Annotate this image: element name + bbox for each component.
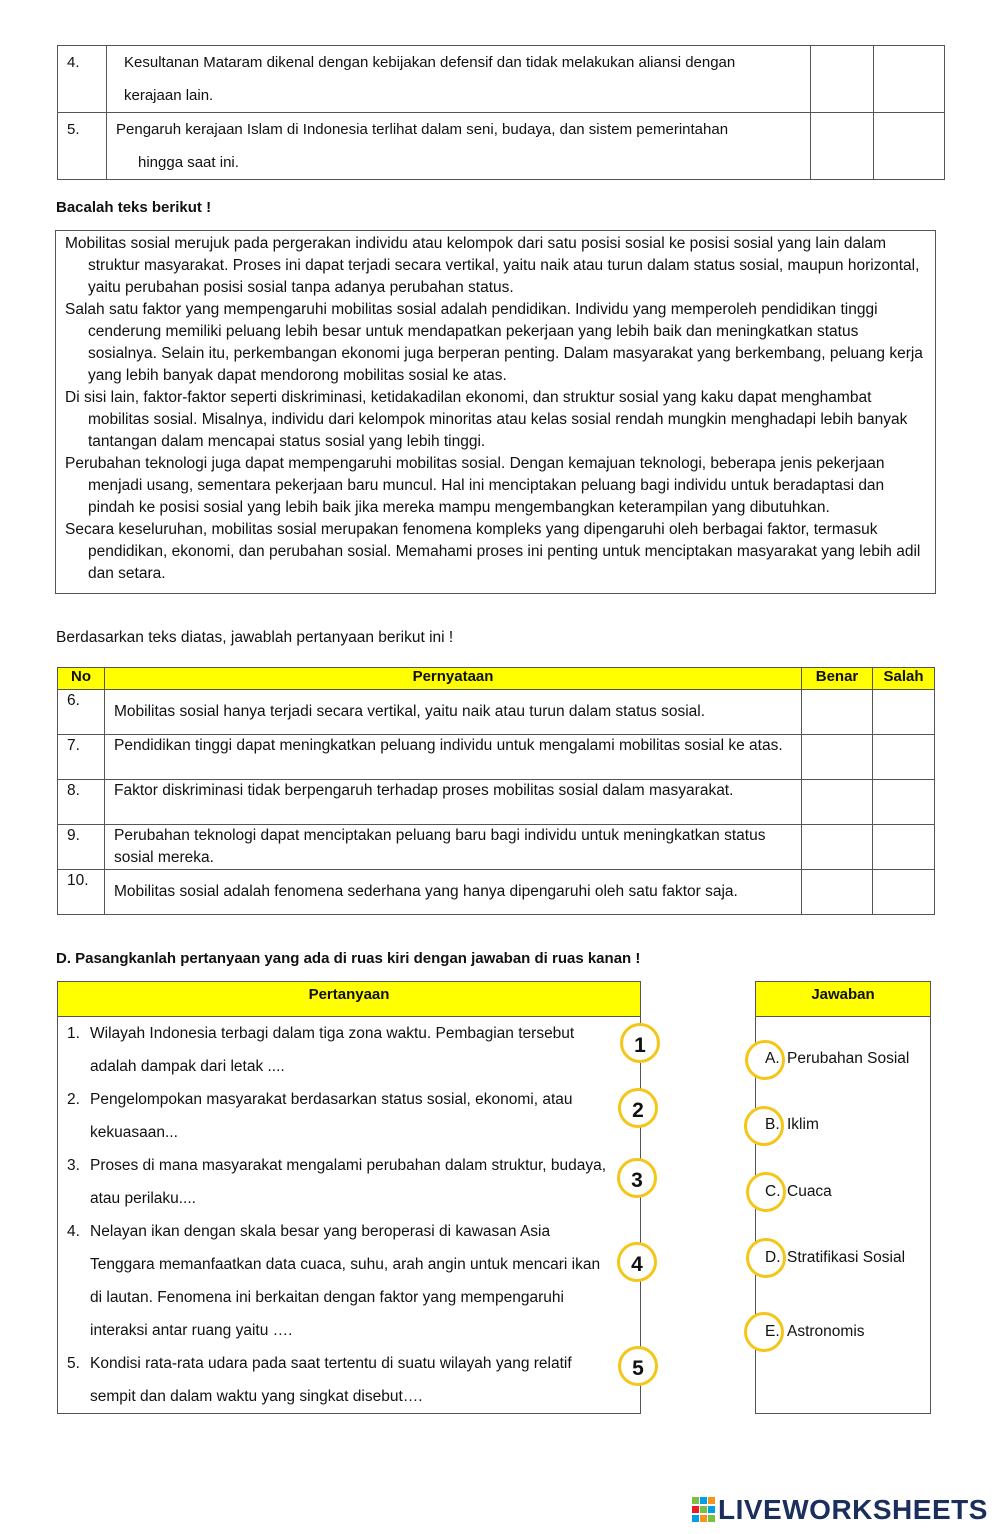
row-number: 6. [58,690,105,735]
row-number: 10. [58,870,105,915]
paragraph: Secara keseluruhan, mobilitas sosial merupakan fenomena kompleks yang dipengaruhi oleh berbagai faktor, termasuk pendidikan, ekonomi, dan perubahan sosial. Memahami proses ini penting untuk menciptakan masyarakat yang lebih adil dan setara. [65,521,921,582]
section-d-title: D. Pasangkanlah pertanyaan yang ada di ruas kiri dengan jawaban di ruas kanan ! [56,950,641,967]
match-point-2[interactable]: 2 [618,1088,658,1128]
true-answer-box[interactable] [802,735,873,780]
table-row [58,113,945,180]
question-item: 3. Proses di mana masyarakat mengalami perubahan dalam struktur, budaya, atau perilaku.... [67,1157,607,1207]
liveworksheets-logo: LIVEWORKSHEETS [718,1494,988,1525]
paragraph: Perubahan teknologi juga dapat mempengaruhi mobilitas sosial. Dengan kemajuan teknologi, beberapa jenis pekerjaan menjadi usang, sementara pekerjaan baru muncul. Hal ini menciptakan peluang bagi individu untuk beradaptasi dan pindah ke posisi sosial yang lebih baik jika mereka mampu mengembangkan keterampilan yang dibutuhkan. [65,455,885,516]
previous-statements-table [57,45,945,180]
question-item: 5. Kondisi rata-rata udara pada saat tertentu di suatu wilayah yang relatif sempit dan dalam waktu yang singkat disebut…. [67,1355,572,1405]
statement-text: Pendidikan tinggi dapat meningkatkan peluang individu untuk mengalami mobilitas sosial ke atas. [105,735,802,780]
false-answer-box[interactable] [873,825,935,870]
table-header [58,668,935,690]
true-answer-box[interactable] [802,690,873,735]
answer-item-b: B. Iklim [765,1116,819,1133]
table-row [58,780,935,825]
statement-text: Kesultanan Mataram dikenal dengan kebijakan defensif dan tidak melakukan aliansi dengan kerajaan lain. [107,46,811,113]
row-number: 4. [58,46,107,113]
questions-list [58,1017,640,1413]
question-item: 1. Wilayah Indonesia terbagi dalam tiga zona waktu. Pembagian tersebut adalah dampak dari letak .... [67,1025,575,1075]
true-answer-box[interactable] [802,825,873,870]
row-number: 8. [58,780,105,825]
paragraph: Mobilitas sosial merujuk pada pergerakan individu atau kelompok dari satu posisi sosial ke posisi sosial yang lain dalam struktur masyarakat. Proses ini dapat terjadi secara vertikal, yaitu naik atau turun dalam status sosial, maupun horizontal, yaitu perubahan posisi sosial tanpa adanya perubahan status. [65,235,920,296]
statement-text: Mobilitas sosial adalah fenomena sederhana yang hanya dipengaruhi oleh satu faktor saja. [105,870,802,915]
question-item: 2. Pengelompokan masyarakat berdasarkan status sosial, ekonomi, atau kekuasaan... [67,1091,573,1141]
true-answer-box[interactable] [802,870,873,915]
false-answer-box[interactable] [873,690,935,735]
false-answer-box[interactable] [874,46,945,113]
false-answer-box[interactable] [873,870,935,915]
answer-item-a: A. Perubahan Sosial [765,1050,910,1067]
question-item: 4. Nelayan ikan dengan skala besar yang beroperasi di kawasan Asia Tenggara memanfaatkan data cuaca, suhu, arah angin untuk mencari ikan di lautan. Fenomena ini berkaitan dengan faktor yang mempengaruhi interaksi antar ruang yaitu …. [67,1223,601,1339]
header-true: Benar [802,668,873,690]
header-statement: Pernyataan [105,668,802,690]
header-false: Salah [873,668,935,690]
statement-text: Pengaruh kerajaan Islam di Indonesia terlihat dalam seni, budaya, dan sistem pemerintahan hingga saat ini. [107,113,811,180]
match-point-3[interactable]: 3 [617,1158,657,1198]
instruction: Berdasarkan teks diatas, jawablah pertanyaan berikut ini ! [56,629,454,646]
row-number: 5. [58,113,107,180]
statement-text: Faktor diskriminasi tidak berpengaruh terhadap proses mobilitas sosial dalam masyarakat. [105,780,802,825]
false-answer-box[interactable] [874,113,945,180]
statement-text: Mobilitas sosial hanya terjadi secara vertikal, yaitu naik atau turun dalam status sosial. [105,690,802,735]
false-answer-box[interactable] [873,780,935,825]
table-row [58,735,935,780]
true-answer-box[interactable] [811,113,874,180]
row-number: 9. [58,825,105,870]
header-no: No [58,668,105,690]
answers-header: Jawaban [756,982,930,1017]
reading-title: Bacalah teks berikut ! [56,199,212,216]
answer-item-e: E. Astronomis [765,1323,865,1340]
answer-item-c: C. Cuaca [765,1183,832,1200]
table-row [58,690,935,735]
match-point-1[interactable]: 1 [620,1023,660,1063]
false-answer-box[interactable] [873,735,935,780]
match-point-5[interactable]: 5 [618,1346,658,1386]
true-answer-box[interactable] [802,780,873,825]
row-number: 7. [58,735,105,780]
liveworksheets-logo-icon [692,1497,716,1523]
statements-table [57,667,935,915]
questions-header: Pertanyaan [58,982,640,1017]
paragraph: Salah satu faktor yang mempengaruhi mobilitas sosial adalah pendidikan. Individu yang memperoleh pendidikan tinggi cenderung memiliki peluang lebih besar untuk mendapatkan pekerjaan yang lebih baik dan meningkatkan status sosialnya. Selain itu, perkembangan ekonomi juga berperan penting. Dalam masyarakat yang berkembang, peluang kerja yang lebih banyak dapat mendorong mobilitas sosial ke atas. [65,301,923,384]
true-answer-box[interactable] [811,46,874,113]
table-row [58,825,935,870]
match-point-4[interactable]: 4 [617,1242,657,1282]
answer-item-d: D. Stratifikasi Sosial [765,1249,906,1266]
statement-text: Perubahan teknologi dapat menciptakan peluang baru bagi individu untuk meningkatkan status sosial mereka. [105,825,802,870]
questions-panel [57,981,641,1414]
reading-passage [55,230,936,594]
table-row [58,46,945,113]
table-row [58,870,935,915]
paragraph: Di sisi lain, faktor-faktor seperti diskriminasi, ketidakadilan ekonomi, dan struktur sosial yang kaku dapat menghambat mobilitas sosial. Misalnya, individu dari kelompok minoritas atau kelas sosial rendah mungkin menghadapi lebih banyak tantangan dalam mencapai status sosial yang lebih tinggi. [65,389,908,450]
